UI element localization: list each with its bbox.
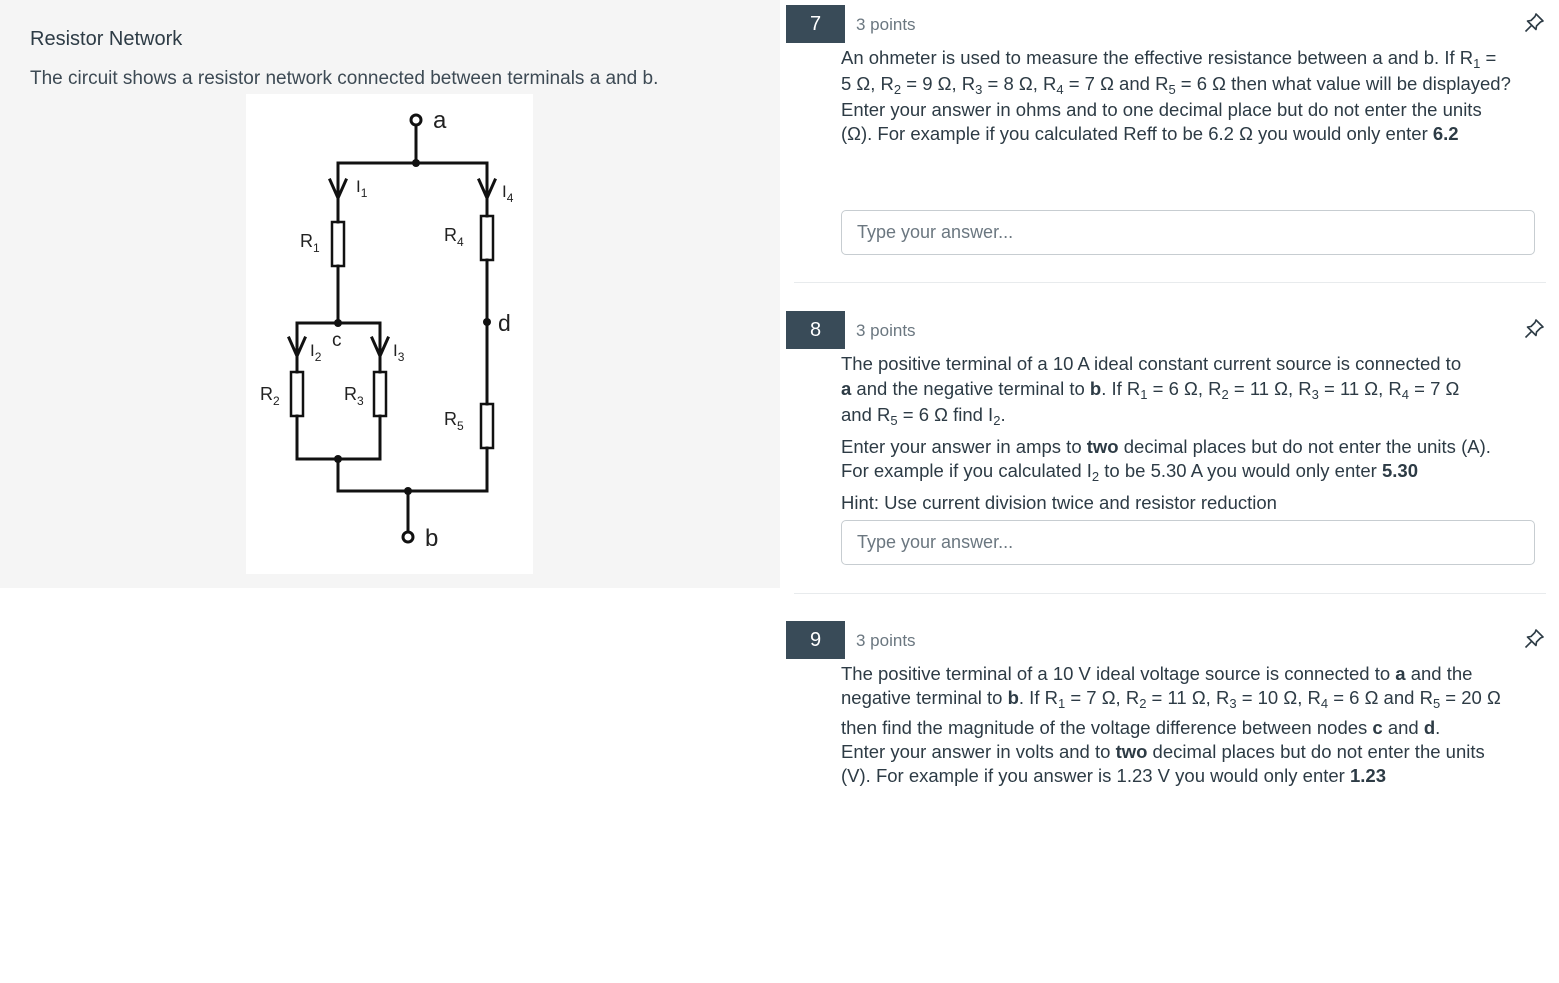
question-text: The positive terminal of a 10 V ideal voltage source is connected to a and the negative terminal to b. If $R_1 = 7$ Ω, $R_2 = 11$ Ω, $R_3 = 10$ Ω, $R_4 = 6$ Ω and $R_5 = 20$ Ω then find the magnitude of the voltage difference between nodes c and d. Enter your answer in volts and to two decimal places but do not enter the units (V). For example if you answer is 1.23 V you would only enter 1.23 bbox=[841, 663, 1501, 786]
resistor-r5 bbox=[481, 404, 493, 448]
resistor-r2 bbox=[291, 372, 303, 416]
divider bbox=[794, 593, 1546, 594]
resistor-r3 bbox=[374, 372, 386, 416]
question-number: 7 bbox=[786, 5, 845, 43]
label-d: d bbox=[498, 310, 511, 336]
answer-input[interactable] bbox=[841, 210, 1535, 255]
label-i1: $I_1$ bbox=[356, 177, 368, 200]
resistor-r1 bbox=[332, 222, 344, 266]
label-r2: $R_2$ bbox=[260, 384, 280, 408]
label-i4: $I_4$ bbox=[502, 182, 514, 205]
label-i2: $I_2$ bbox=[310, 341, 322, 364]
node-parallel-bottom-dot bbox=[334, 455, 342, 463]
pin-icon[interactable] bbox=[1522, 627, 1546, 651]
answer-input[interactable] bbox=[841, 520, 1535, 565]
question-7 bbox=[786, 5, 1546, 285]
label-r3: $R_3$ bbox=[344, 384, 364, 408]
node-top-dot bbox=[412, 159, 420, 167]
label-r5: $R_5$ bbox=[444, 409, 464, 433]
label-i3: $I_3$ bbox=[393, 341, 405, 364]
question-points: 3 points bbox=[856, 631, 916, 650]
label-r1: $R_1$ bbox=[300, 231, 320, 255]
terminal-a-dot bbox=[411, 115, 421, 125]
context-panel bbox=[0, 0, 780, 588]
context-description: The circuit shows a resistor network connected between terminals a and b. bbox=[30, 68, 659, 89]
node-c-dot bbox=[334, 319, 342, 327]
node-bottom-dot bbox=[404, 487, 412, 495]
label-a: a bbox=[433, 107, 447, 134]
node-d-dot bbox=[483, 318, 491, 326]
circuit-svg bbox=[246, 94, 533, 574]
question-points: 3 points bbox=[856, 321, 916, 340]
question-number: 8 bbox=[786, 311, 845, 349]
label-c: c bbox=[332, 330, 342, 351]
resistor-r4 bbox=[481, 216, 493, 260]
label-r4: $R_4$ bbox=[444, 225, 464, 249]
question-9 bbox=[786, 621, 1546, 801]
terminal-b-dot bbox=[403, 532, 413, 542]
circuit-diagram bbox=[246, 94, 533, 574]
question-8 bbox=[786, 311, 1546, 596]
context-title: Resistor Network bbox=[30, 28, 183, 50]
pin-icon[interactable] bbox=[1522, 11, 1546, 35]
divider bbox=[794, 282, 1546, 283]
question-number: 9 bbox=[786, 621, 845, 659]
question-text: An ohmeter is used to measure the effective resistance between a and b. If $R_1$ = 5 Ω, $R_2 = 9$ Ω, $R_3 = 8$ Ω, $R_4 = 7$ Ω and $R_5 = 6$ Ω then what value will be displayed? Enter your answer in ohms and to one decimal place but do not enter the units (Ω). For example if you calculated Reff to be 6.2 Ω you would only enter 6.2 bbox=[841, 47, 1511, 144]
question-text: The positive terminal of a 10 A ideal constant current source is connected to a and the negative terminal to b. If $R_1 = 6$ Ω, $R_2 = 11$ Ω, $R_3 = 11$ Ω, $R_4 = 7$ Ω and $R_5 = 6$ Ω find $I_2$. Enter your answer in amps to two decimal places but do not enter the units (A). For example if you calculated $I_2$ to be 5.30 A you would only enter 5.30 Hint: Use current division twice and resistor reduction bbox=[841, 353, 1491, 513]
pin-icon[interactable] bbox=[1522, 317, 1546, 341]
question-points: 3 points bbox=[856, 15, 916, 34]
label-b: b bbox=[425, 525, 439, 552]
